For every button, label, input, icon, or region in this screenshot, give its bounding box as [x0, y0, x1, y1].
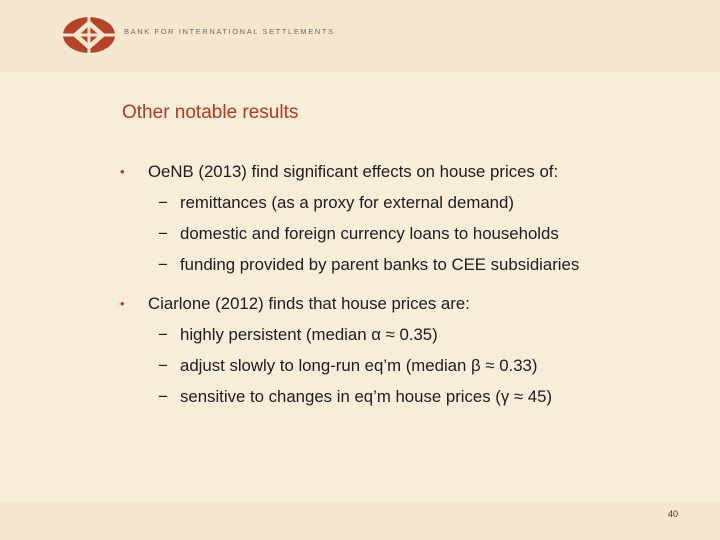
bullet-item	[120, 160, 700, 184]
sub-bullet-text: adjust slowly to long-run eq’m (median β ≈ 0.33)	[180, 356, 538, 375]
sub-bullet-item	[120, 253, 700, 277]
dash-icon: −	[158, 255, 168, 274]
slide-content	[120, 160, 700, 409]
bullet-icon: •	[120, 296, 125, 311]
sub-bullet-text: sensitive to changes in eq’m house prices (γ ≈ 45)	[180, 387, 553, 406]
dash-icon: −	[158, 325, 168, 344]
slide-title: Other notable results	[122, 102, 299, 123]
sub-bullet-text: remittances (as a proxy for external demand)	[180, 193, 514, 212]
sub-bullet-text: funding provided by parent banks to CEE subsidiaries	[180, 255, 580, 274]
sub-bullet-item	[120, 385, 700, 409]
dash-icon: −	[158, 356, 168, 375]
organization-name: BANK FOR INTERNATIONAL SETTLEMENTS	[124, 27, 335, 36]
sub-bullet-text: highly persistent (median α ≈ 0.35)	[180, 325, 438, 344]
sub-bullet-item	[120, 191, 700, 215]
page-number: 40	[667, 509, 678, 519]
sub-bullet-text: domestic and foreign currency loans to households	[180, 224, 559, 243]
sub-bullet-item	[120, 323, 700, 347]
dash-icon: −	[158, 224, 168, 243]
spacer	[120, 277, 700, 292]
dash-icon: −	[158, 193, 168, 212]
bullet-text: OeNB (2013) find significant effects on house prices of:	[148, 162, 559, 181]
sub-bullet-item	[120, 222, 700, 246]
bis-logo-icon	[62, 16, 116, 54]
dash-icon: −	[158, 387, 168, 406]
bullet-icon: •	[120, 164, 125, 179]
sub-bullet-item	[120, 354, 700, 378]
bullet-text: Ciarlone (2012) finds that house prices are:	[148, 294, 470, 313]
slide-header	[0, 0, 720, 72]
bullet-item	[120, 292, 700, 316]
slide-footer	[0, 502, 720, 540]
